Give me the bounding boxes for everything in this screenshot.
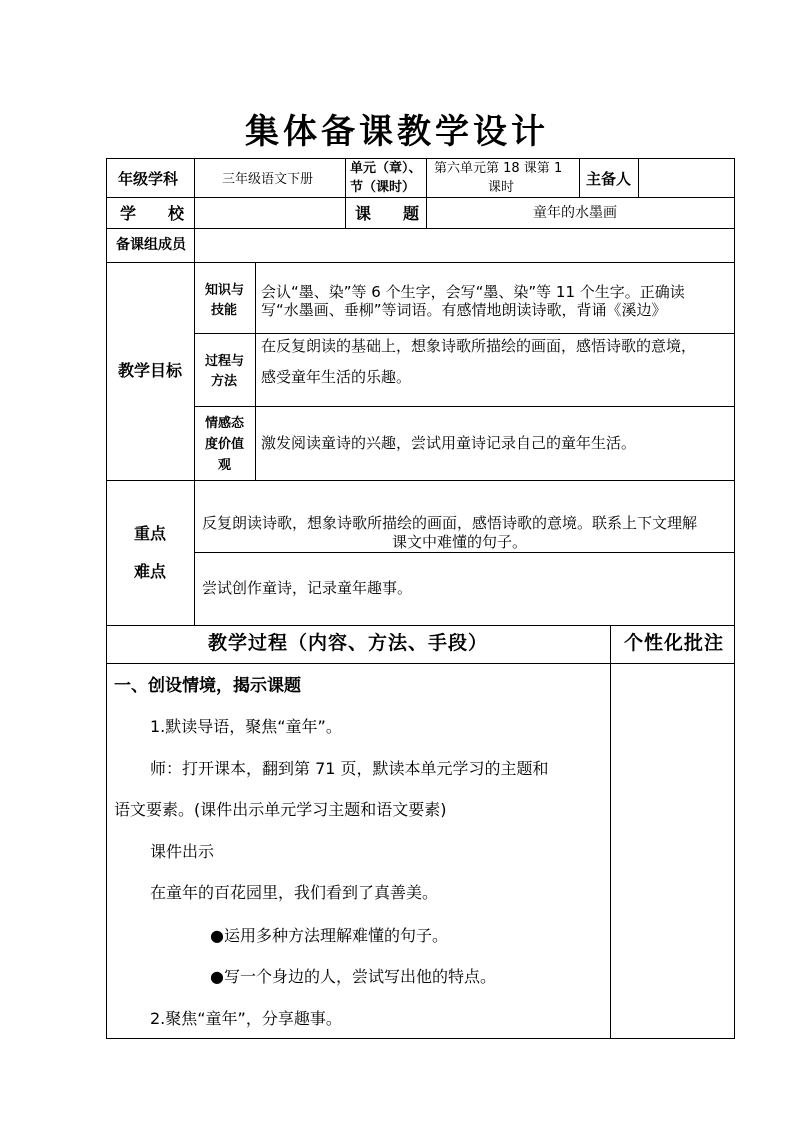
keypoint-label: 重点 [134, 524, 167, 543]
process-header: 教学过程（内容、方法、手段） [208, 632, 489, 654]
process-line: 语文要素。(课件出示单元学习主题和语文要素) [114, 800, 447, 819]
unit-label-line2: 节（课时） [350, 180, 416, 195]
unit-value-line2: 课时 [488, 180, 515, 195]
process-text-line1: 在反复朗读的基础上，想象诗歌所描绘的画面，感悟诗歌的意境， [261, 337, 697, 355]
process-line: 1.默读导语，聚焦“童年”。 [150, 717, 342, 736]
attitude-label-line3: 观 [218, 458, 232, 473]
attitude-text: 激发阅读童诗的兴趣，尝试用童诗记录自己的童年生活。 [261, 434, 637, 452]
process-line: 课件出示 [150, 842, 215, 861]
attitude-label-line2: 度价值 [205, 437, 245, 452]
keypoint-text-line2: 课文中难懂的句子。 [392, 533, 528, 551]
topic-value: 童年的水墨画 [533, 205, 617, 221]
process-line: 2.聚焦“童年”，分享趣事。 [150, 1009, 342, 1028]
grade-subject-value: 三年级语文下册 [222, 172, 314, 187]
notes-header: 个性化批注 [624, 632, 725, 654]
process-line: 在童年的百花园里，我们看到了真善美。 [150, 883, 439, 902]
document-title: 集体备课教学设计 [245, 112, 549, 152]
difficulty-label: 难点 [134, 562, 167, 581]
objectives-label: 教学目标 [118, 361, 183, 380]
knowledge-text-line2: 写“水墨画、垂柳”等词语。有感情地朗读诗歌，背诵《溪边》 [261, 301, 667, 319]
knowledge-label-line1: 知识与 [205, 283, 245, 298]
process-line: 师：打开课本，翻到第 71 页，默读本单元学习的主题和 [150, 759, 549, 778]
process-bullet-line: ●写一个身边的人，尝试写出他的特点。 [210, 967, 496, 986]
knowledge-label-line2: 技能 [211, 303, 238, 318]
attitude-label-line1: 情感态 [205, 416, 245, 431]
members-label: 备课组成员 [116, 237, 186, 253]
grade-subject-label: 年级学科 [118, 170, 179, 188]
preparer-label: 主备人 [586, 170, 632, 188]
process-label-line1: 过程与 [205, 354, 245, 369]
unit-value-line1: 第六单元第 18 课第 1 [434, 161, 563, 176]
unit-label-line1: 单元（章）、 [350, 161, 422, 176]
process-label-line2: 方法 [211, 374, 238, 389]
process-text-line2: 感受童年生活的乐趣。 [261, 368, 412, 386]
topic-label: 课 题 [355, 204, 420, 223]
knowledge-text-line1: 会认“墨、染”等 6 个生字，会写“墨、染”等 11 个生字。正确读 [261, 283, 685, 301]
process-bullet-line: ●运用多种方法理解难懂的句子。 [210, 926, 448, 945]
keypoint-text-line1: 反复朗读诗歌，想象诗歌所描绘的画面，感悟诗歌的意境。联系上下文理解 [202, 514, 698, 532]
school-label: 学 校 [120, 204, 185, 223]
difficulty-text: 尝试创作童诗，记录童年趣事。 [202, 579, 413, 597]
section-title: 一、创设情境，揭示课题 [114, 676, 301, 696]
